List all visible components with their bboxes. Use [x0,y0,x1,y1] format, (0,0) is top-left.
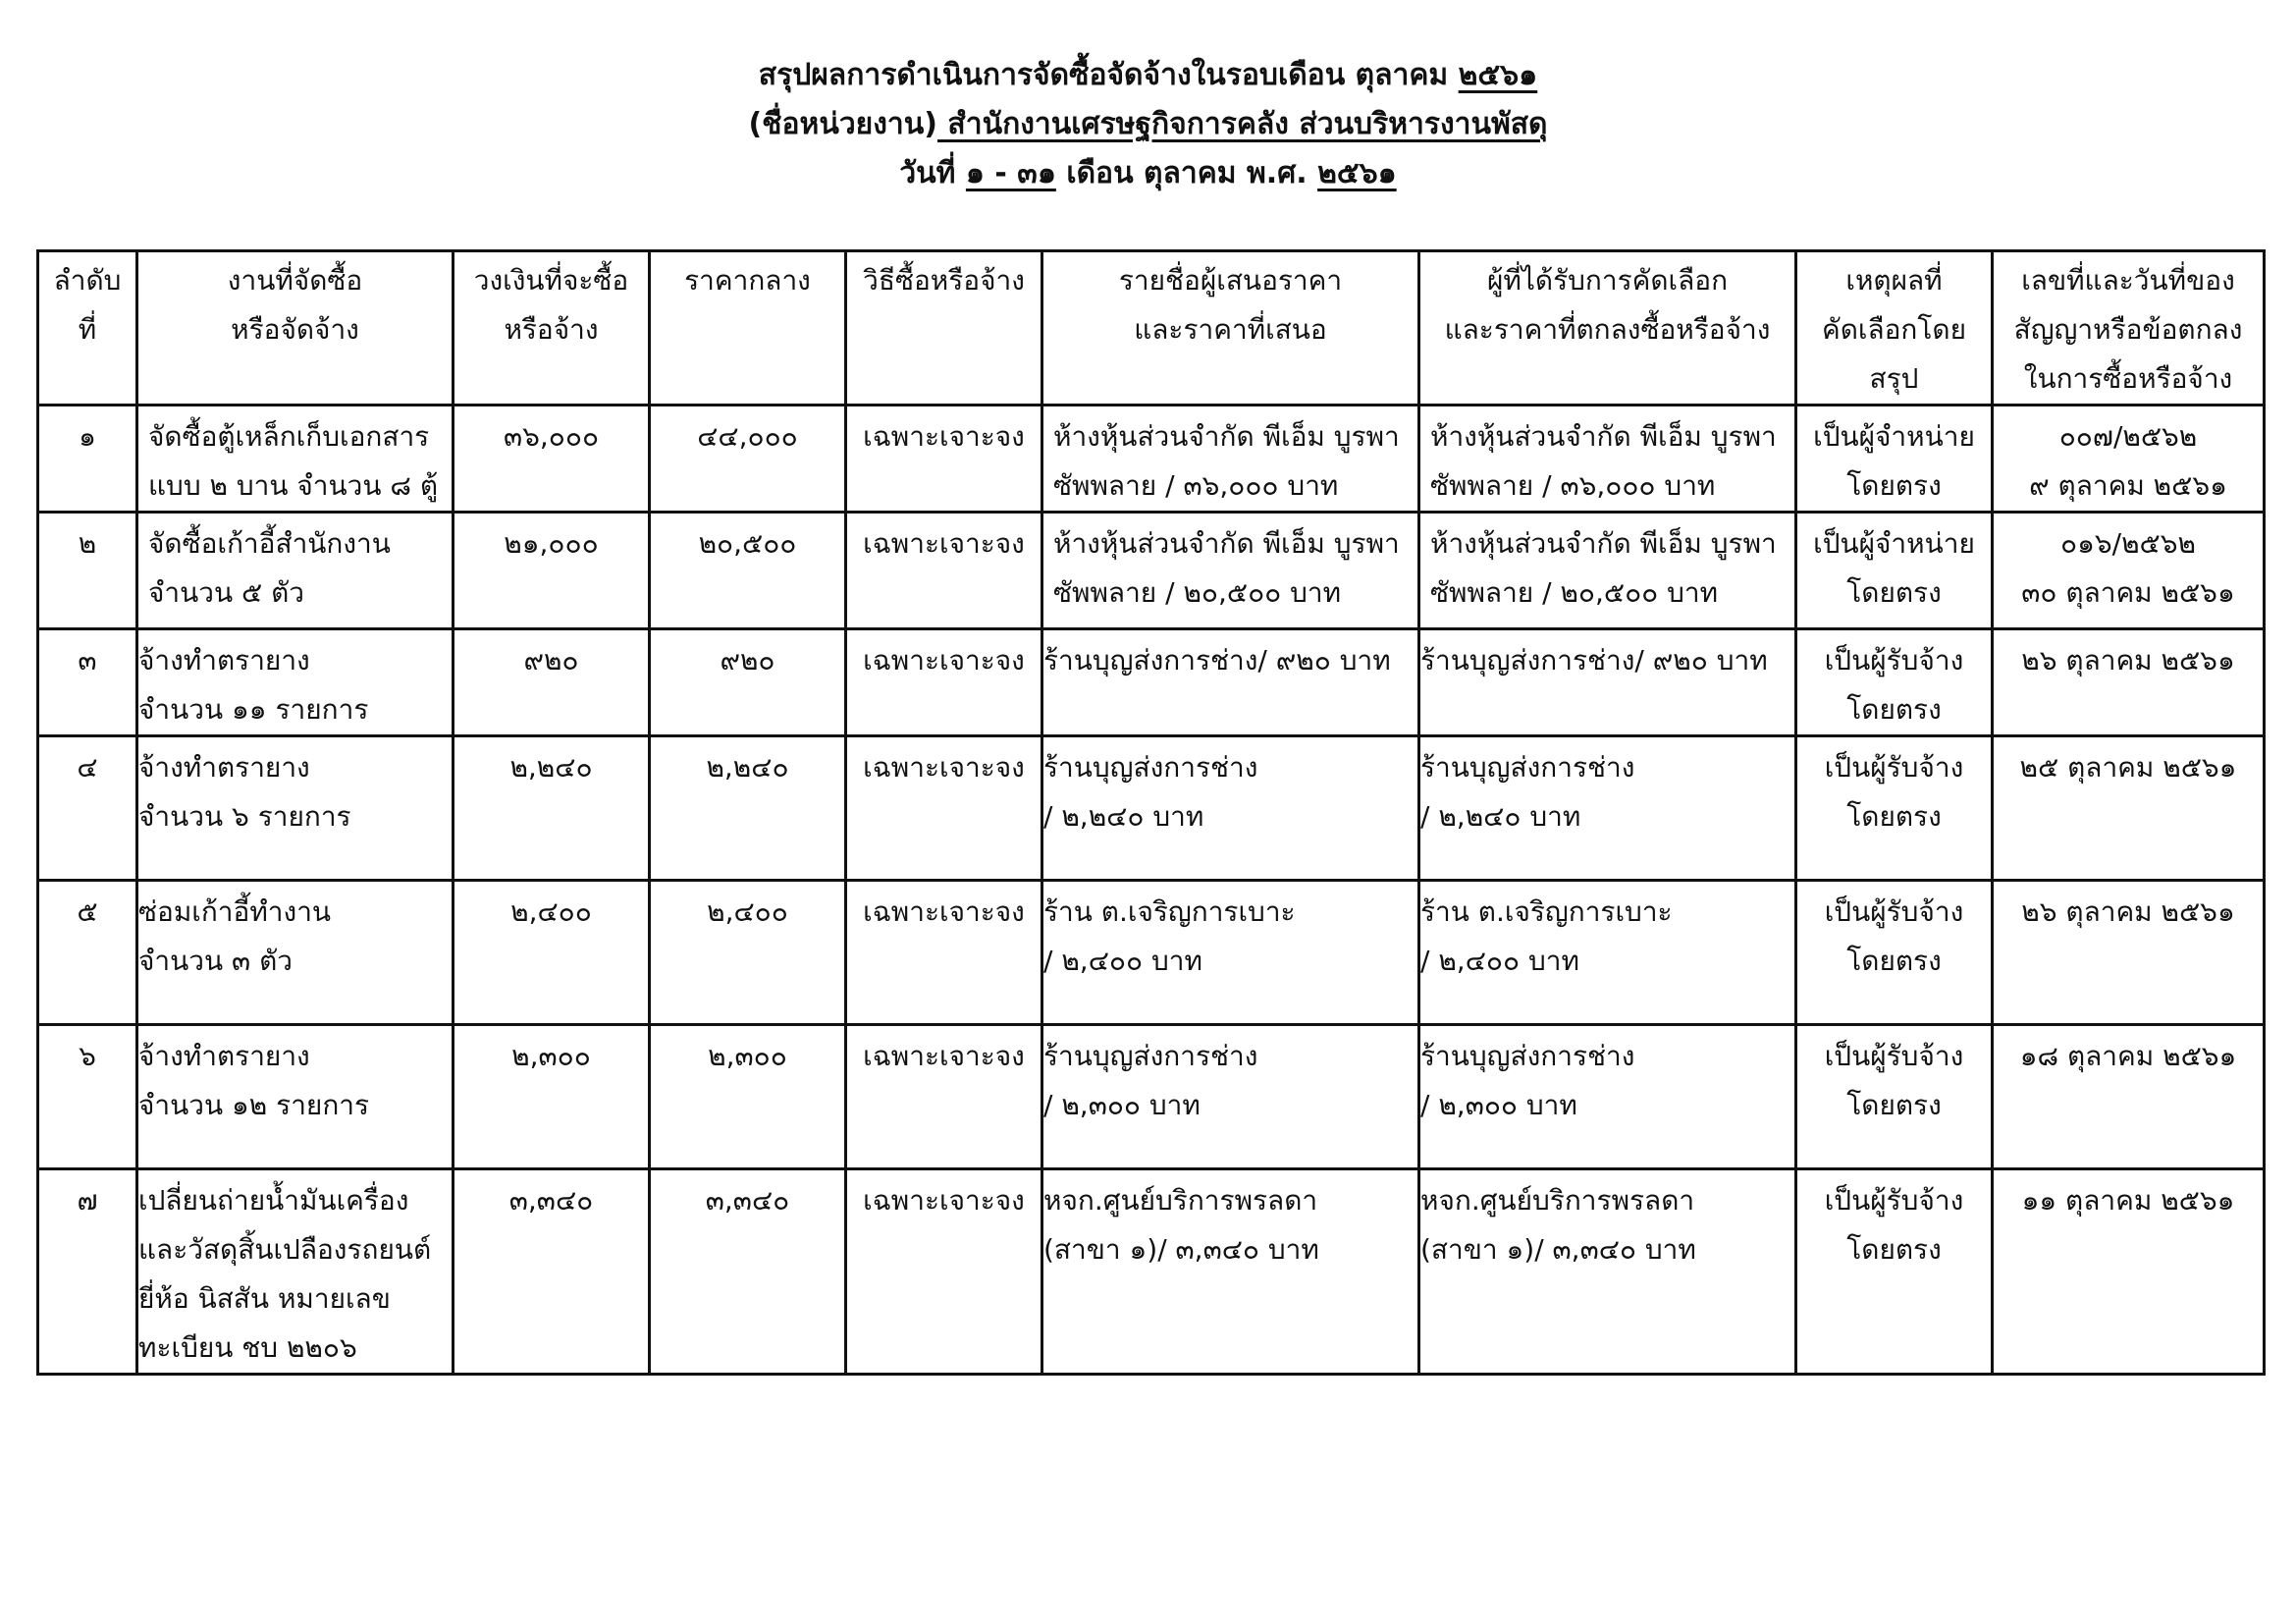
table-row [38,736,2265,881]
cell-median-price: ๒,๒๔๐ [650,736,846,881]
cell-no: ๔ [38,736,137,881]
table-row [38,881,2265,1025]
cell-budget: ๒,๔๐๐ [454,881,650,1025]
cell-bidders: ร้านบุญส่งการช่าง/ ๙๒๐ บาท [1042,629,1419,736]
cell-selected: ร้าน ต.เจริญการเบาะ / ๒,๔๐๐ บาท [1419,881,1796,1025]
cell-item: จัดซื้อเก้าอี้สำนักงาน จำนวน ๕ ตัว [137,513,454,629]
date-line [0,149,2296,198]
date-prefix: วันที่ [899,156,956,190]
cell-method: เฉพาะเจาะจง [846,1169,1042,1375]
cell-contract: ๐๐๗/๒๕๖๒ ๙ ตุลาคม ๒๕๖๑ [1993,406,2265,513]
title-year: ๒๕๖๑ [1458,58,1538,92]
table-row [38,1169,2265,1375]
cell-method: เฉพาะเจาะจง [846,881,1042,1025]
header-bidders: รายชื่อผู้เสนอราคา และราคาที่เสนอ [1042,251,1419,406]
cell-reason: เป็นผู้รับจ้าง โดยตรง [1796,629,1993,736]
cell-selected: ร้านบุญส่งการช่าง / ๒,๓๐๐ บาท [1419,1025,1796,1169]
table-header-row [38,251,2265,406]
header-reason: เหตุผลที่ คัดเลือกโดย สรุป [1796,251,1993,406]
cell-contract: ๒๕ ตุลาคม ๒๕๖๑ [1993,736,2265,881]
cell-bidders: ห้างหุ้นส่วนจำกัด พีเอ็ม บูรพา ซัพพลาย / ๓๖,๐๐๐ บาท [1042,406,1419,513]
cell-contract: ๑๑ ตุลาคม ๒๕๖๑ [1993,1169,2265,1375]
cell-item: เปลี่ยนถ่ายน้ำมันเครื่อง และวัสดุสิ้นเปลืองรถยนต์ ยี่ห้อ นิสสัน หมายเลข ทะเบียน ชบ ๒๒๐๖ [137,1169,454,1375]
cell-reason: เป็นผู้จำหน่าย โดยตรง [1796,513,1993,629]
cell-contract: ๒๖ ตุลาคม ๒๕๖๑ [1993,881,2265,1025]
agency-prefix: (ชื่อหน่วยงาน) [748,107,937,141]
cell-bidders: หจก.ศูนย์บริการพรลดา (สาขา ๑)/ ๓,๓๔๐ บาท [1042,1169,1419,1375]
cell-method: เฉพาะเจาะจง [846,1025,1042,1169]
cell-no: ๖ [38,1025,137,1169]
cell-contract: ๐๑๖/๒๕๖๒ ๓๐ ตุลาคม ๒๕๖๑ [1993,513,2265,629]
cell-bidders: ร้าน ต.เจริญการเบาะ / ๒,๔๐๐ บาท [1042,881,1419,1025]
cell-budget: ๓,๓๔๐ [454,1169,650,1375]
date-range: ๑ - ๓๑ [965,156,1056,190]
cell-reason: เป็นผู้รับจ้าง โดยตรง [1796,1169,1993,1375]
cell-median-price: ๓,๓๔๐ [650,1169,846,1375]
cell-selected: ร้านบุญส่งการช่าง/ ๙๒๐ บาท [1419,629,1796,736]
table-row [38,1025,2265,1169]
cell-item: ซ่อมเก้าอี้ทำงาน จำนวน ๓ ตัว [137,881,454,1025]
cell-item: จ้างทำตรายาง จำนวน ๑๒ รายการ [137,1025,454,1169]
cell-method: เฉพาะเจาะจง [846,406,1042,513]
cell-item: จัดซื้อตู้เหล็กเก็บเอกสาร แบบ ๒ บาน จำนวน ๘ ตู้ [137,406,454,513]
table-row [38,629,2265,736]
header-budget: วงเงินที่จะซื้อ หรือจ้าง [454,251,650,406]
header-no: ลำดับ ที่ [38,251,137,406]
agency-line [0,100,2296,149]
cell-reason: เป็นผู้รับจ้าง โดยตรง [1796,1025,1993,1169]
cell-selected: ห้างหุ้นส่วนจำกัด พีเอ็ม บูรพา ซัพพลาย / ๒๐,๕๐๐ บาท [1419,513,1796,629]
table-row [38,513,2265,629]
cell-bidders: ร้านบุญส่งการช่าง / ๒,๓๐๐ บาท [1042,1025,1419,1169]
cell-median-price: ๔๔,๐๐๐ [650,406,846,513]
procurement-table [36,249,2266,1376]
cell-reason: เป็นผู้รับจ้าง โดยตรง [1796,736,1993,881]
cell-contract: ๑๘ ตุลาคม ๒๕๖๑ [1993,1025,2265,1169]
cell-method: เฉพาะเจาะจง [846,513,1042,629]
cell-reason: เป็นผู้จำหน่าย โดยตรง [1796,406,1993,513]
cell-budget: ๒,๒๔๐ [454,736,650,881]
cell-median-price: ๒,๔๐๐ [650,881,846,1025]
date-year: ๒๕๖๑ [1317,156,1397,190]
cell-contract: ๒๖ ตุลาคม ๒๕๖๑ [1993,629,2265,736]
agency-name: สำนักงานเศรษฐกิจการคลัง ส่วนบริหารงานพัสดุ [936,107,1548,141]
cell-budget: ๒,๓๐๐ [454,1025,650,1169]
header-median-price: ราคากลาง [650,251,846,406]
cell-median-price: ๙๒๐ [650,629,846,736]
date-mid: เดือน ตุลาคม พ.ศ. [1066,156,1308,190]
cell-method: เฉพาะเจาะจง [846,736,1042,881]
cell-budget: ๓๖,๐๐๐ [454,406,650,513]
cell-bidders: ร้านบุญส่งการช่าง / ๒,๒๔๐ บาท [1042,736,1419,881]
header-contract: เลขที่และวันที่ของ สัญญาหรือข้อตกลง ในการซื้อหรือจ้าง [1993,251,2265,406]
cell-selected: ห้างหุ้นส่วนจำกัด พีเอ็ม บูรพา ซัพพลาย / ๓๖,๐๐๐ บาท [1419,406,1796,513]
cell-budget: ๒๑,๐๐๐ [454,513,650,629]
cell-selected: ร้านบุญส่งการช่าง / ๒,๒๔๐ บาท [1419,736,1796,881]
cell-median-price: ๒,๓๐๐ [650,1025,846,1169]
cell-no: ๕ [38,881,137,1025]
cell-no: ๓ [38,629,137,736]
cell-median-price: ๒๐,๕๐๐ [650,513,846,629]
cell-item: จ้างทำตรายาง จำนวน ๑๑ รายการ [137,629,454,736]
cell-no: ๒ [38,513,137,629]
table-row [38,406,2265,513]
header-method: วิธีซื้อหรือจ้าง [846,251,1042,406]
cell-bidders: ห้างหุ้นส่วนจำกัด พีเอ็ม บูรพา ซัพพลาย / ๒๐,๕๐๐ บาท [1042,513,1419,629]
header-selected: ผู้ที่ได้รับการคัดเลือก และราคาที่ตกลงซื้อหรือจ้าง [1419,251,1796,406]
cell-no: ๗ [38,1169,137,1375]
cell-method: เฉพาะเจาะจง [846,629,1042,736]
cell-budget: ๙๒๐ [454,629,650,736]
document-header [0,51,2296,198]
cell-selected: หจก.ศูนย์บริการพรลดา (สาขา ๑)/ ๓,๓๔๐ บาท [1419,1169,1796,1375]
cell-no: ๑ [38,406,137,513]
title-line [0,51,2296,100]
cell-item: จ้างทำตรายาง จำนวน ๖ รายการ [137,736,454,881]
header-item: งานที่จัดซื้อ หรือจัดจ้าง [137,251,454,406]
cell-reason: เป็นผู้รับจ้าง โดยตรง [1796,881,1993,1025]
title-text: สรุปผลการดำเนินการจัดซื้อจัดจ้างในรอบเดือน ตุลาคม [758,58,1449,92]
